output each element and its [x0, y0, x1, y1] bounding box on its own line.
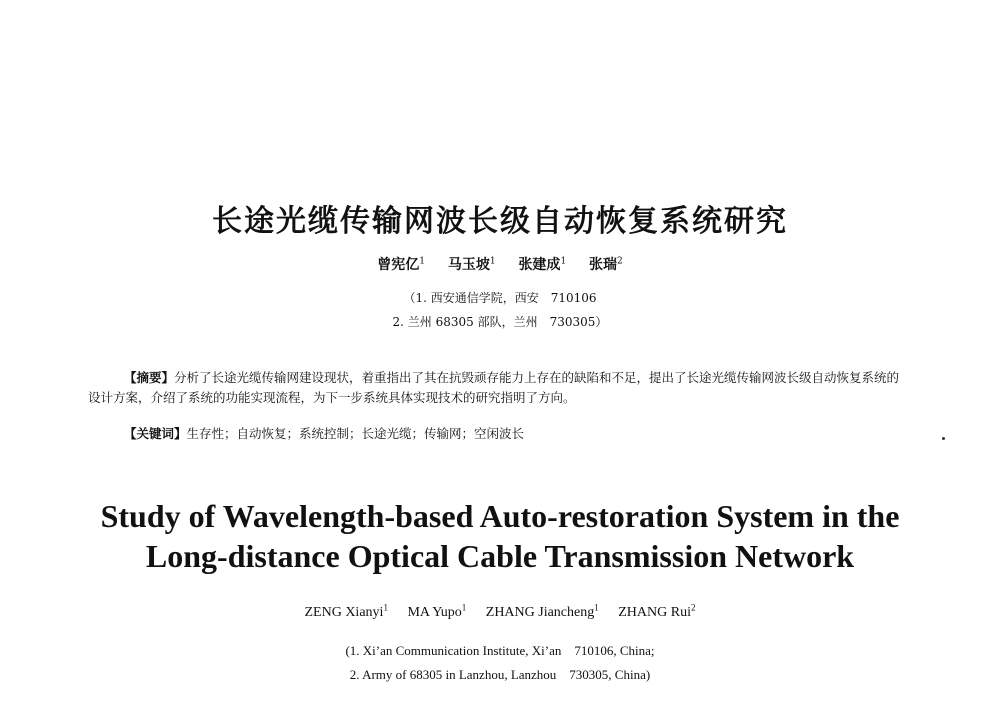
abstract-label: 【摘要】	[124, 370, 175, 385]
english-title-line-2: Long-distance Optical Cable Transmission Network	[145, 538, 855, 574]
en-author: ZENG Xianyi$^1$	[304, 602, 388, 620]
chinese-affiliation-2: 2. 兰州 68305 部队，兰州 730305）	[392, 315, 608, 329]
keywords-label: 【关键词】	[124, 426, 187, 441]
cn-author: 张瑞$^2$	[589, 256, 623, 273]
chinese-affiliation-1: （1. 西安通信学院，西安 710106	[403, 291, 597, 305]
english-affiliation-1: (1. Xi’an Communication Institute, Xi’an 710106, China;	[345, 643, 655, 658]
cn-author: 张建成$^1$	[518, 256, 567, 273]
english-authors	[0, 602, 1000, 621]
en-author: ZHANG Jiancheng$^1$	[485, 602, 599, 620]
cn-author: 曾宪亿$^1$	[377, 256, 425, 273]
cn-author: 马玉坡$^1$	[447, 256, 496, 273]
abstract-text: 分析了长途光缆传输网建设现状，着重指出了其在抗毁顽存能力上存在的缺陷和不足，提出了长途光缆传输网波长级自动恢复系统的设计方案，介绍了系统的功能实现流程，为下一步系统具体实现技术的研究指明了方向。	[88, 370, 900, 405]
en-author: ZHANG Rui$^2$	[618, 602, 696, 620]
english-affiliation-2: 2. Army of 68305 in Lanzhou, Lanzhou 730305, China)	[349, 667, 651, 682]
chinese-title: 长途光缆传输网波长级自动恢复系统研究	[212, 204, 788, 239]
chinese-authors	[0, 254, 1000, 274]
en-author: MA Yupo$^1$	[407, 602, 467, 620]
english-title	[0, 496, 1000, 576]
chinese-keywords	[124, 424, 524, 442]
speck-mark	[942, 437, 945, 440]
keywords-text: 生存性；自动恢复；系统控制；长途光缆；传输网；空闲波长	[186, 426, 525, 441]
english-title-line-1: Study of Wavelength-based Auto-restoration System in the	[100, 498, 900, 534]
chinese-abstract	[88, 368, 910, 408]
